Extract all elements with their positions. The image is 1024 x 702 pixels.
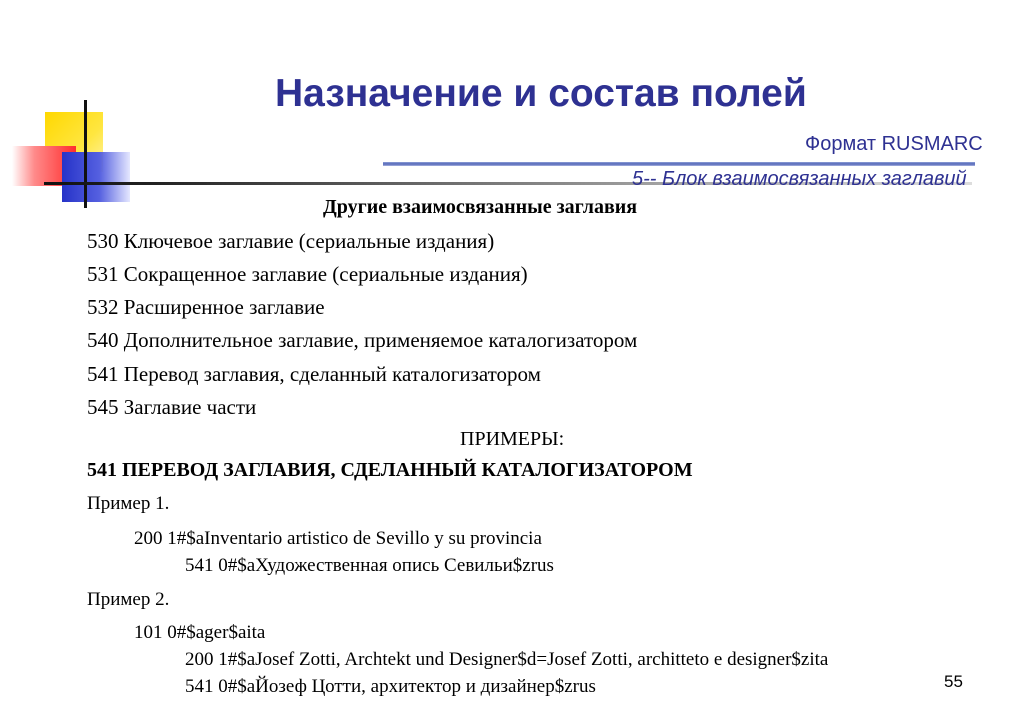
- field-item: 532 Расширенное заглавие: [87, 295, 325, 319]
- block-label: 5-- Блок взаимосвязанных заглавий: [632, 168, 967, 190]
- example-2-record: 541 0#$aЙозеф Цотти, архитектор и дизайнер$zrus: [185, 676, 596, 697]
- example-2-record: 101 0#$ager$aita: [134, 622, 266, 643]
- format-subtitle: Формат RUSMARC: [805, 133, 983, 155]
- field-item: 531 Сокращенное заглавие (сериальные издания): [87, 262, 528, 286]
- example-1-record: 200 1#$aInventario artistico de Sevillo y su provincia: [134, 528, 542, 549]
- section-heading: Другие взаимосвязанные заглавия: [323, 196, 638, 218]
- logo-vertical-line: [84, 100, 87, 208]
- slide-title: Назначение и состав полей: [275, 72, 807, 115]
- field-item: 541 Перевод заглавия, сделанный каталогизатором: [87, 362, 541, 386]
- example-1-record: 541 0#$aХудожественная опись Севильи$zrus: [185, 555, 554, 576]
- field-item: 540 Дополнительное заглавие, применяемое каталогизатором: [87, 328, 638, 352]
- subtitle-underline: [383, 162, 975, 166]
- example-heading: 541 ПЕРЕВОД ЗАГЛАВИЯ, СДЕЛАННЫЙ КАТАЛОГИЗАТОРОМ: [87, 459, 693, 481]
- page-number: 55: [944, 672, 963, 691]
- example-1-label: Пример 1.: [87, 493, 170, 514]
- examples-label: ПРИМЕРЫ:: [460, 428, 565, 450]
- field-item: 545 Заглавие части: [87, 395, 257, 419]
- logo-blue-square: [62, 152, 130, 202]
- example-2-record: 200 1#$aJosef Zotti, Archtekt und Designer$d=Josef Zotti, architteto e designer$zita: [185, 649, 829, 670]
- field-item: 530 Ключевое заглавие (сериальные издания): [87, 229, 495, 253]
- example-2-label: Пример 2.: [87, 589, 170, 610]
